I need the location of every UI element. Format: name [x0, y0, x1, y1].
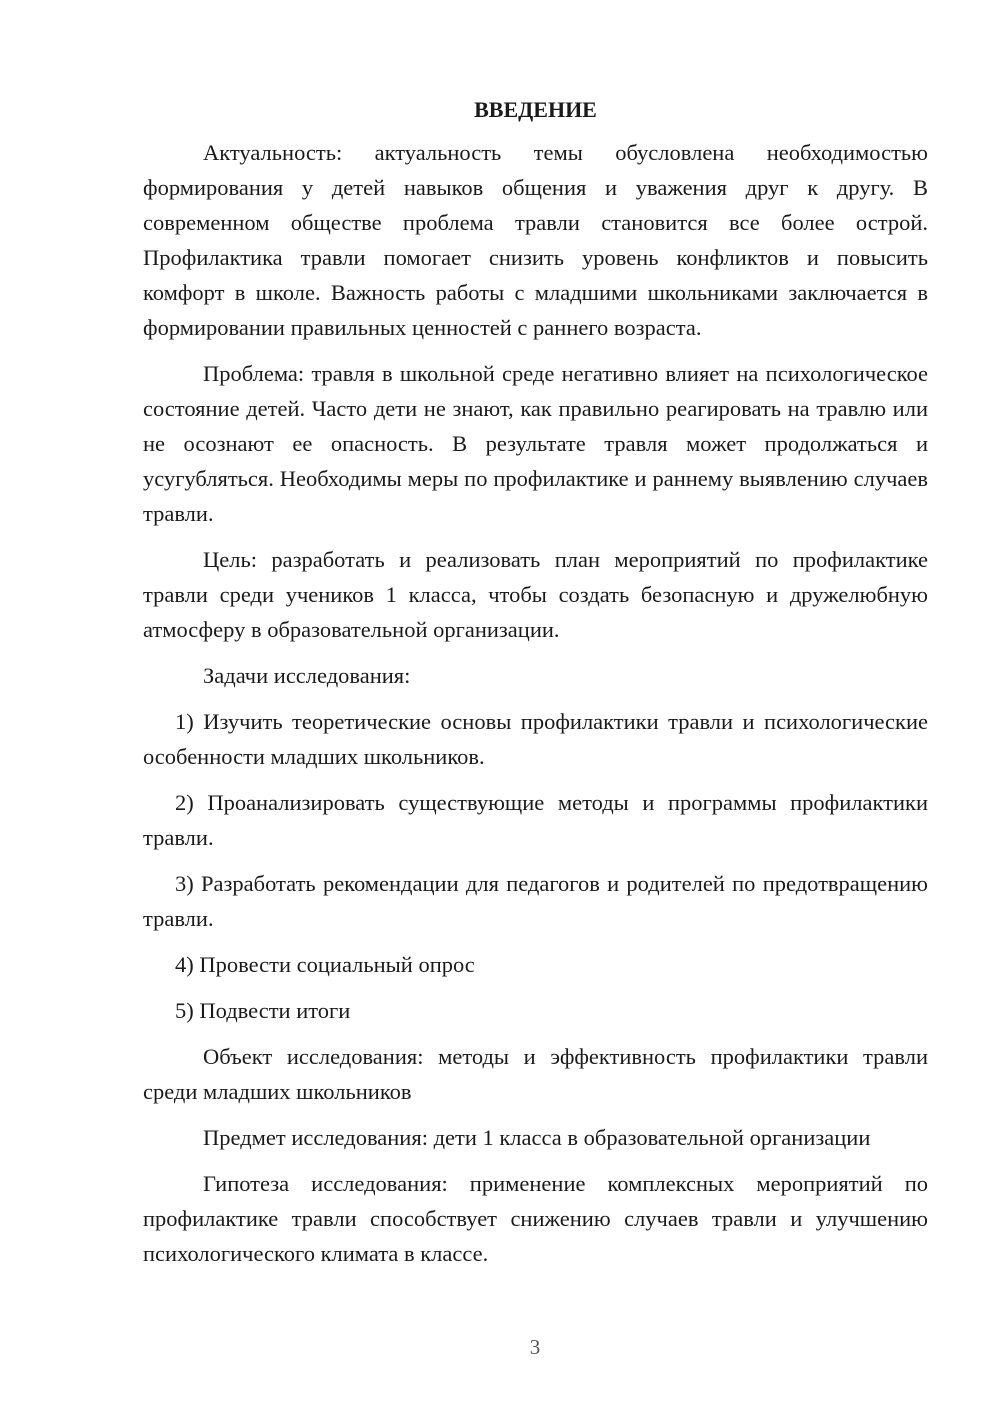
task-item-4: 4) Провести социальный опрос: [175, 952, 475, 977]
page-number: 3: [529, 1335, 541, 1359]
paragraph-subject: Предмет исследования: дети 1 класса в образовательной организации: [203, 1125, 871, 1150]
section-heading: ВВЕДЕНИЕ: [474, 97, 597, 122]
task-item-5: 5) Подвести итоги: [175, 998, 351, 1023]
page-content: [143, 92, 928, 1282]
paragraph-hypothesis: Гипотеза исследования: применение комплексных мероприятий по профилактике травли способствует снижению случаев травли и улучшению психологического климата в классе.: [143, 1171, 928, 1266]
task-item-2: 2) Проанализировать существующие методы и программы профилактики травли.: [143, 790, 928, 850]
paragraph-goal: Цель: разработать и реализовать план мероприятий по профилактике травли среди учеников 1 класса, чтобы создать безопасную и дружелюбную атмосферу в образовательной организации.: [143, 547, 928, 642]
paragraph-tasks-intro: Задачи исследования:: [203, 663, 411, 688]
paragraph-relevance: Актуальность: актуальность темы обусловлена необходимостью формирования у детей навыков общения и уважения друг к другу. В современном обществе проблема травли становится все более острой. Профилактика травли помогает снизить уровень конфликтов и повысить комфорт в школе. Важность работы с младшими школьниками заключается в формировании правильных ценностей с раннего возраста.: [143, 140, 928, 340]
paragraph-problem: Проблема: травля в школьной среде негативно влияет на психологическое состояние детей. Часто дети не знают, как правильно реагировать на травлю или не осознают ее опасность. В результате травля может продолжаться и усугубляться. Необходимы меры по профилактике и раннему выявлению случаев травли.: [143, 361, 928, 526]
paragraph-object: Объект исследования: методы и эффективность профилактики травли среди младших школьников: [143, 1044, 928, 1104]
task-item-1: 1) Изучить теоретические основы профилактики травли и психологические особенности младших школьников.: [143, 709, 928, 769]
task-item-3: 3) Разработать рекомендации для педагогов и родителей по предотвращению травли.: [143, 871, 928, 931]
